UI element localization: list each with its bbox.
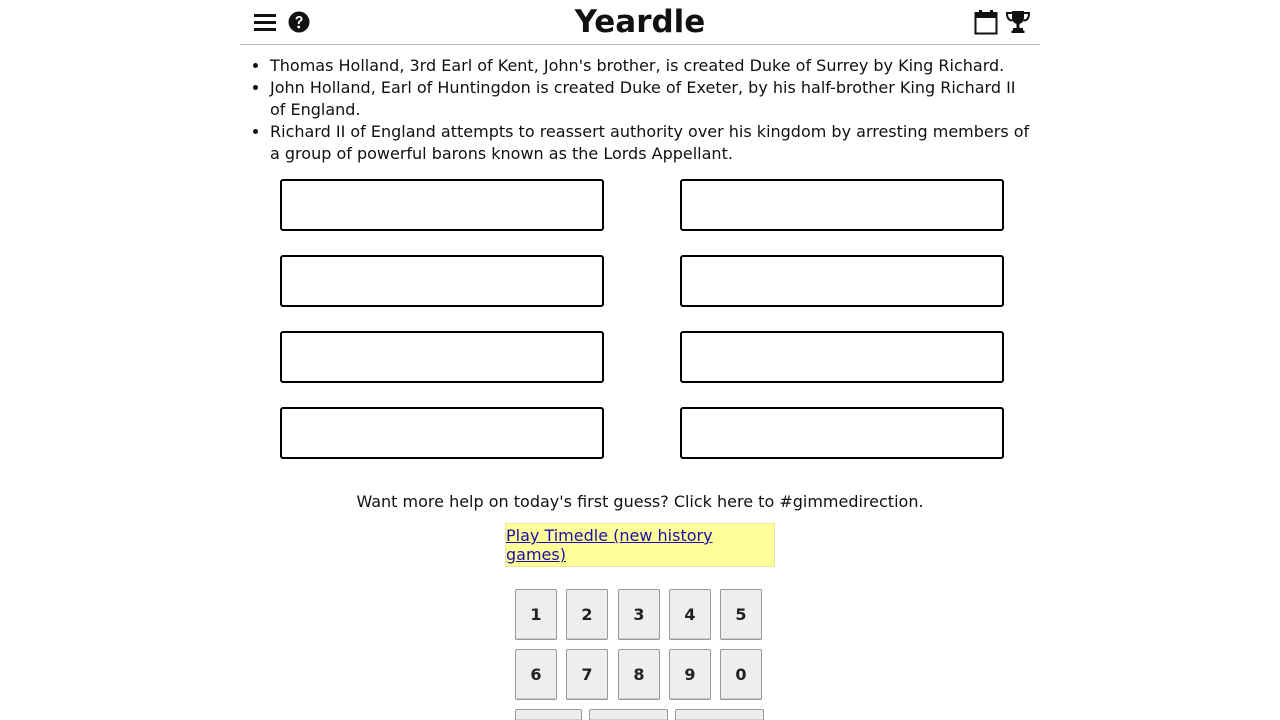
guess-slot-4 (680, 255, 1004, 307)
trophy-icon (1005, 10, 1031, 34)
calendar-icon (974, 9, 998, 35)
key-4[interactable]: 4 (669, 589, 711, 640)
gimme-direction-link[interactable]: Want more help on today's first guess? Click here to #gimmedirection. (356, 492, 924, 511)
clue-item: • John Holland, Earl of Huntingdon is created Duke of Exeter, by his half-brother King Richard II of England. (270, 77, 1030, 121)
key-6[interactable]: 6 (515, 649, 557, 700)
key-0[interactable]: 0 (720, 649, 762, 700)
guess-slot-3 (280, 255, 604, 307)
stats-button[interactable] (1004, 8, 1032, 36)
app-header (240, 0, 1040, 45)
key-2[interactable]: 2 (566, 589, 608, 640)
key-5[interactable]: 5 (720, 589, 762, 640)
timedle-promo (505, 523, 775, 567)
keypad-extra-key-2[interactable] (589, 709, 668, 720)
guess-slot-5 (280, 331, 604, 383)
timedle-link[interactable]: Play Timedle (new history games) (506, 526, 713, 564)
key-1[interactable]: 1 (515, 589, 557, 640)
keypad-extra-key-3[interactable] (675, 709, 764, 720)
key-7[interactable]: 7 (566, 649, 608, 700)
clue-item: • Thomas Holland, 3rd Earl of Kent, John's brother, is created Duke of Surrey by King Richard. (270, 55, 1030, 77)
key-8[interactable]: 8 (618, 649, 660, 700)
key-3[interactable]: 3 (618, 589, 660, 640)
guess-slot-1 (280, 179, 604, 231)
app-title: Yeardle (574, 4, 706, 40)
guess-slot-6 (680, 331, 1004, 383)
key-9[interactable]: 9 (669, 649, 711, 700)
calendar-button[interactable] (972, 8, 1000, 36)
guess-slot-8 (680, 407, 1004, 459)
clue-list (250, 55, 1030, 165)
keypad-extra-key-1[interactable] (515, 709, 582, 720)
guess-slot-2 (680, 179, 1004, 231)
guess-slot-7 (280, 407, 604, 459)
clue-item: • Richard II of England attempts to reassert authority over his kingdom by arresting members of a group of powerful barons known as the Lords Appellant. (270, 121, 1030, 165)
